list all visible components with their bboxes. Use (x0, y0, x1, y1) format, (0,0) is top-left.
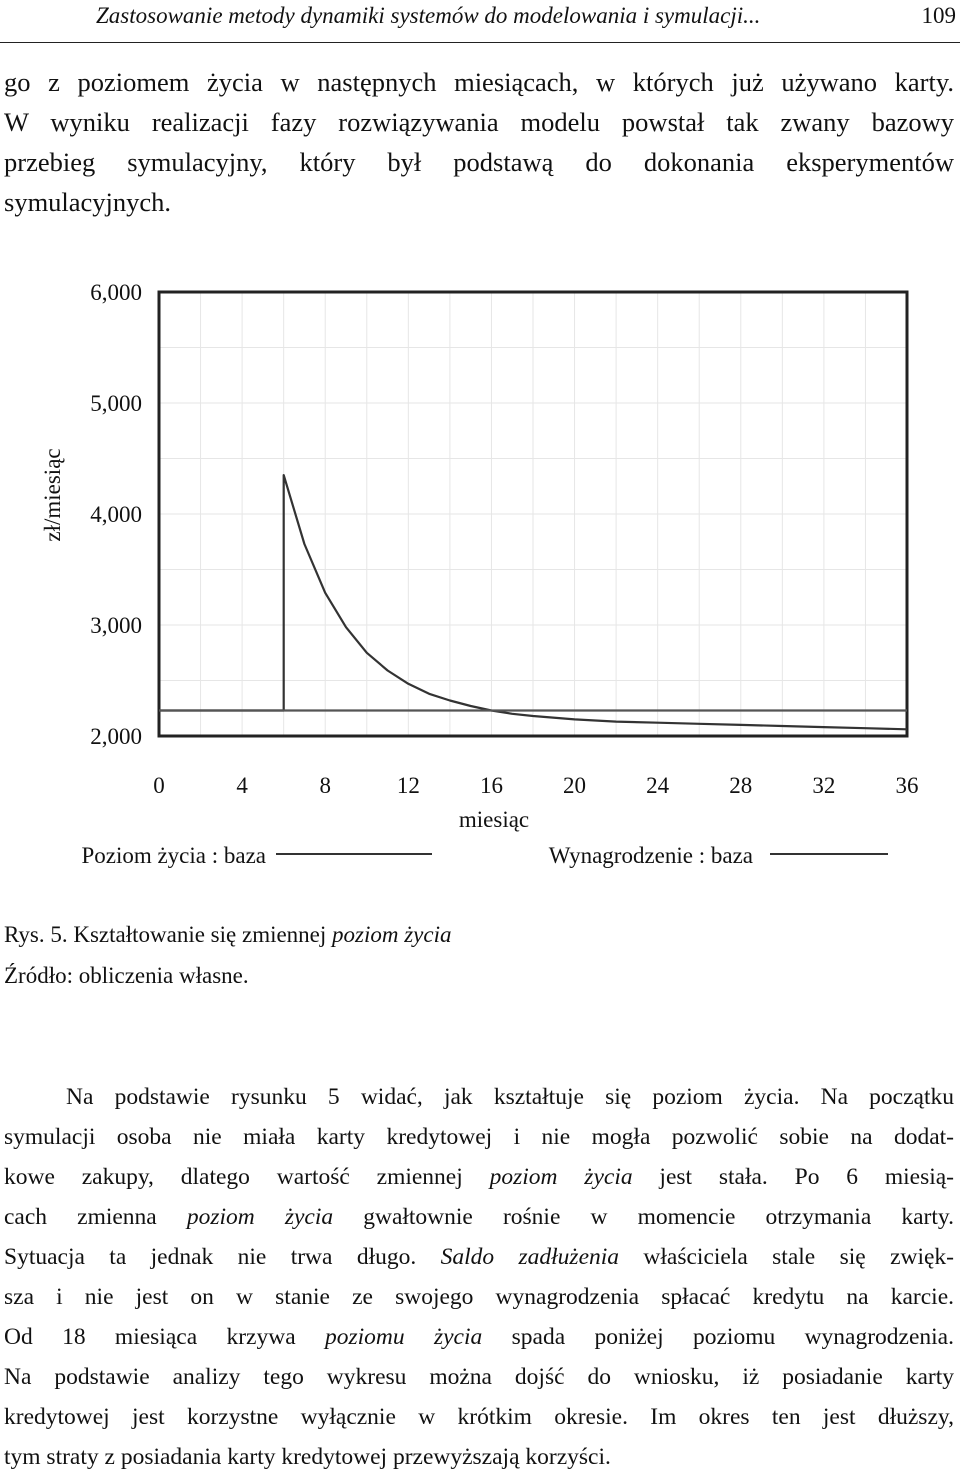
body-text: kredytowej jest korzystne wyłącznie w krótkim okresie. Im okres ten jest dłuższy, (4, 1404, 954, 1430)
figure-caption-text: Rys. 5. Kształtowanie się zmiennej (4, 922, 332, 947)
body-line (4, 1437, 954, 1477)
figure-caption (4, 922, 452, 948)
body-text: cach zmienna (4, 1204, 187, 1230)
x-tick-label: 8 (319, 773, 331, 798)
x-tick-label: 4 (236, 773, 248, 798)
body-line (4, 1117, 954, 1157)
body-text: Na podstawie rysunku 5 widać, jak kształtuje się poziom życia. Na początku (66, 1084, 954, 1110)
y-axis-label: zł/miesiąc (40, 448, 65, 541)
body-text: sza i nie jest on w stanie ze swojego wynagrodzenia spłacać kredytu na karcie. (4, 1284, 954, 1310)
body-text: Sytuacja ta jednak nie trwa długo. (4, 1244, 441, 1270)
intro-line: przebieg symulacyjny, który był podstawą do dokonania eksperymentów (4, 142, 954, 182)
body-line (4, 1237, 954, 1277)
italic-term: poziomu życia (325, 1324, 482, 1350)
chart-grid (159, 292, 907, 736)
chart-legend (81, 843, 888, 868)
x-tick-label: 28 (729, 773, 752, 798)
figure-source: Źródło: obliczenia własne. (4, 963, 249, 989)
page-number: 109 (922, 3, 957, 29)
body-text: gwałtownie rośnie w momencie otrzymania karty. (333, 1204, 954, 1230)
x-axis-label: miesiąc (459, 807, 529, 832)
intro-line: W wyniku realizacji fazy rozwiązywania modelu powstał tak zwany bazowy (4, 102, 954, 142)
figure-caption-italic: poziom życia (332, 922, 451, 947)
x-tick-label: 12 (397, 773, 420, 798)
y-tick-label: 3,000 (90, 613, 142, 638)
body-text: kowe zakupy, dlatego wartość zmiennej (4, 1164, 490, 1190)
body-text: Na podstawie analizy tego wykresu można dojść do wniosku, iż posiadanie karty (4, 1364, 954, 1390)
y-tick-label: 6,000 (90, 280, 142, 305)
legend-label: Poziom życia : baza (81, 843, 266, 868)
x-tick-label: 32 (812, 773, 835, 798)
header-rule (0, 42, 960, 43)
x-tick-label: 16 (480, 773, 503, 798)
body-line (4, 1197, 954, 1237)
intro-line: symulacyjnych. (4, 182, 954, 222)
x-axis-ticks (153, 773, 918, 798)
y-tick-label: 4,000 (90, 502, 142, 527)
y-tick-label: 2,000 (90, 724, 142, 749)
body-paragraph (4, 1077, 954, 1477)
intro-line: go z poziomem życia w następnych miesiącach, w których już używano karty. (4, 62, 954, 102)
intro-paragraph (4, 62, 954, 222)
legend-label: Wynagrodzenie : baza (549, 843, 753, 868)
x-tick-label: 36 (896, 773, 919, 798)
body-text: tym straty z posiadania karty kredytowej przewyższają korzyści. (4, 1444, 611, 1470)
body-text: symulacji osoba nie miała karty kredytowej i nie mogła pozwolić sobie na dodat- (4, 1124, 954, 1150)
x-tick-label: 0 (153, 773, 165, 798)
body-text: Od 18 miesiąca krzywa (4, 1324, 325, 1350)
running-header-title: Zastosowanie metody dynamiki systemów do modelowania i symulacji... (96, 3, 760, 29)
italic-term: poziom życia (187, 1204, 333, 1230)
y-axis-ticks (90, 280, 142, 749)
body-line (4, 1157, 954, 1197)
body-line (4, 1357, 954, 1397)
italic-term: poziom życia (490, 1164, 633, 1190)
body-text: spada poniżej poziomu wynagrodzenia. (482, 1324, 954, 1350)
x-tick-label: 24 (646, 773, 670, 798)
y-tick-label: 5,000 (90, 391, 142, 416)
chart (0, 250, 960, 890)
italic-term: Saldo zadłużenia (441, 1244, 619, 1270)
x-tick-label: 20 (563, 773, 586, 798)
body-text: jest stała. Po 6 miesią- (633, 1164, 954, 1190)
body-line (4, 1397, 954, 1437)
body-line (4, 1317, 954, 1357)
body-line (4, 1077, 954, 1117)
body-text: właściciela stale się zwięk- (619, 1244, 954, 1270)
body-line (4, 1277, 954, 1317)
